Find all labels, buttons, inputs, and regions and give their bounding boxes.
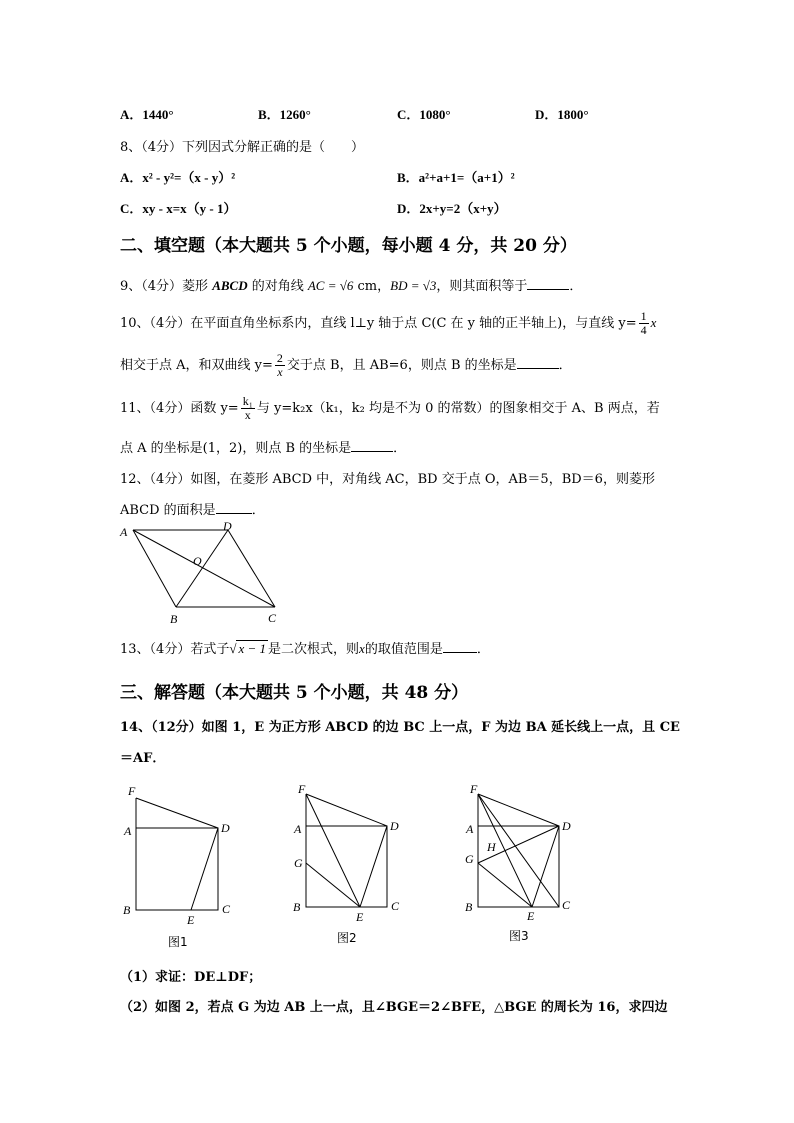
q11-text1a: 11、（4分）函数 y=	[120, 401, 239, 416]
q10-line1	[120, 310, 656, 337]
fig1-label-b: B	[123, 903, 131, 917]
q10-frac2-den: x	[277, 365, 283, 379]
fig3-label-h: H	[487, 840, 496, 854]
q11-frac-num: k₁	[242, 394, 253, 408]
fig3-label-b: B	[465, 900, 473, 914]
q10-end: ．	[558, 358, 572, 373]
fig1-label-a: A	[124, 824, 132, 838]
fig2-label-f: F	[298, 782, 306, 796]
q7-option-a: A．1440°	[120, 107, 174, 122]
figure-3	[460, 778, 590, 953]
q10-fraction	[639, 310, 649, 337]
q10-text1: 10、（4分）在平面直角坐标系内，直线 l⊥y 轴于点 C(C 在 y 轴的正半轴上)，与直线 y=	[120, 316, 637, 331]
q9-prefix: 9、（4分）菱形	[120, 279, 213, 294]
q13-answer-blank	[443, 640, 477, 653]
q9-cm: cm，	[353, 279, 391, 294]
q10-fraction-2	[275, 352, 285, 379]
q11-line1	[120, 395, 660, 422]
fig2-label-g: G	[294, 856, 303, 870]
q13-suffix: 的取值范围是	[364, 642, 443, 657]
q10-frac-den: 4	[640, 323, 647, 337]
q14-part2: （2）如图 2，若点 G 为边 AB 上一点，且∠BGE＝2∠BFE，△BGE 的周长为 16，求四边	[120, 1000, 668, 1015]
q12-line2	[120, 499, 265, 518]
q9-shape-name: ABCD	[212, 278, 248, 293]
q9-suffix: ，则其面积等于	[436, 279, 528, 294]
q12-answer-blank	[216, 501, 252, 514]
segment-de	[191, 828, 218, 910]
label-d: D	[223, 519, 232, 533]
fig2-label-b: B	[293, 900, 301, 914]
label-a: A	[120, 525, 128, 539]
q9	[120, 275, 582, 294]
segment-de	[532, 826, 559, 907]
q13-radicand: x − 1	[238, 641, 267, 656]
fig3-label-g: G	[465, 852, 474, 866]
fig2-label-e: E	[356, 910, 364, 924]
q7-option-c: C．1080°	[397, 107, 451, 122]
rhombus-figure	[115, 518, 290, 630]
q11-answer-blank	[351, 439, 393, 452]
fig2-label-a: A	[294, 822, 302, 836]
q8-option-b: B．a²+a+1=（a+1）²	[397, 170, 515, 185]
fig1-label-c: C	[222, 902, 231, 916]
q7-option-b: B．1260°	[258, 107, 311, 122]
q9-ac: AC = √6	[307, 278, 354, 293]
fig3-label-c: C	[562, 898, 571, 912]
section-3-title: 三、解答题（本大题共 5 个小题，共 48 分）	[120, 683, 469, 703]
sqrt-symbol: √	[229, 641, 237, 656]
q10-frac-num: 1	[640, 309, 647, 323]
square-abcd	[136, 828, 218, 910]
q9-mid: 的对角线	[247, 279, 308, 294]
q8-option-a: A．x² - y²=（x - y）²	[120, 170, 236, 185]
q8-option-d: D．2x+y=2（x+y）	[397, 201, 507, 216]
label-b: B	[170, 612, 178, 626]
edge-dc	[228, 530, 275, 607]
fig3-label-e: E	[527, 909, 535, 923]
q10-answer-blank	[517, 356, 559, 369]
q14-line2: ＝AF．	[120, 751, 166, 766]
q11-text2: 点 A 的坐标是(1，2)，则点 B 的坐标是	[120, 441, 352, 456]
q12-text2: ABCD 的面积是	[120, 503, 216, 518]
q7-option-d: D．1800°	[535, 107, 589, 122]
q14-part1: （1）求证：DE⊥DF；	[120, 970, 262, 985]
q12-line1: 12、（4分）如图，在菱形 ABCD 中，对角线 AC，BD 交于点 O，AB＝5，BD＝6，则菱形	[120, 472, 655, 487]
q10-text2b: 交于点 B，且 AB=6，则点 B 的坐标是	[286, 358, 517, 373]
q13-prefix: 13、（4分）若式子	[120, 642, 230, 657]
square-abcd	[478, 826, 559, 907]
q9-end: ．	[569, 279, 583, 294]
q11-end: ．	[393, 441, 407, 456]
fig1-label-d: D	[221, 821, 230, 835]
fig3-label-f: F	[470, 782, 478, 796]
q10-var: x	[650, 315, 657, 330]
q10-frac2-num: 2	[276, 351, 283, 365]
figure-1-caption: 图1	[168, 935, 188, 949]
fig3-label-a: A	[466, 822, 474, 836]
figure-3-caption: 图3	[509, 929, 529, 943]
q11-frac-den: x	[244, 408, 251, 422]
fig2-label-d: D	[390, 819, 399, 833]
segment-fe	[306, 794, 360, 907]
segment-fd	[478, 794, 559, 826]
fig2-label-c: C	[391, 899, 400, 913]
q12-end: ．	[251, 503, 265, 518]
segment-de	[360, 826, 387, 907]
figure-1	[118, 778, 248, 953]
square-abcd	[306, 826, 387, 907]
q9-bd: BD = √3	[390, 278, 437, 293]
label-c: C	[268, 611, 277, 625]
section-2-title: 二、填空题（本大题共 5 个小题，每小题 4 分，共 20 分）	[120, 236, 577, 256]
segment-ge	[478, 863, 532, 907]
q13-end: ．	[476, 642, 490, 657]
diagonal-bd	[176, 530, 228, 607]
q9-answer-blank	[527, 277, 569, 290]
q13-mid: 是二次根式，则	[268, 642, 360, 657]
figure-2-caption: 图2	[337, 931, 357, 945]
q10-line2	[120, 352, 572, 379]
figure-2	[288, 778, 418, 953]
fig1-label-e: E	[187, 913, 195, 927]
q11-line2	[120, 437, 406, 456]
segment-fd	[136, 798, 218, 828]
segment-fd	[306, 794, 387, 826]
q13-var: x	[359, 641, 365, 656]
q10-text2a: 相交于点 A，和双曲线 y=	[120, 358, 273, 373]
q13	[120, 638, 490, 657]
segment-ge	[306, 863, 360, 907]
q8-stem: 8、（4分）下列因式分解正确的是（ ）	[120, 140, 365, 155]
fig3-label-d: D	[562, 819, 571, 833]
q14-line1: 14、（12分）如图 1，E 为正方形 ABCD 的边 BC 上一点，F 为边 BA 延长线上一点，且 CE	[120, 720, 680, 735]
fig1-label-f: F	[128, 784, 136, 798]
q11-text1b: 与 y=k₂x（k₁，k₂ 均是不为 0 的常数）的图象相交于 A、B 两点，若	[256, 401, 660, 416]
label-o: O	[193, 554, 202, 568]
q8-option-c: C．xy - x=x（y - 1）	[120, 201, 237, 216]
q11-fraction	[241, 395, 255, 422]
